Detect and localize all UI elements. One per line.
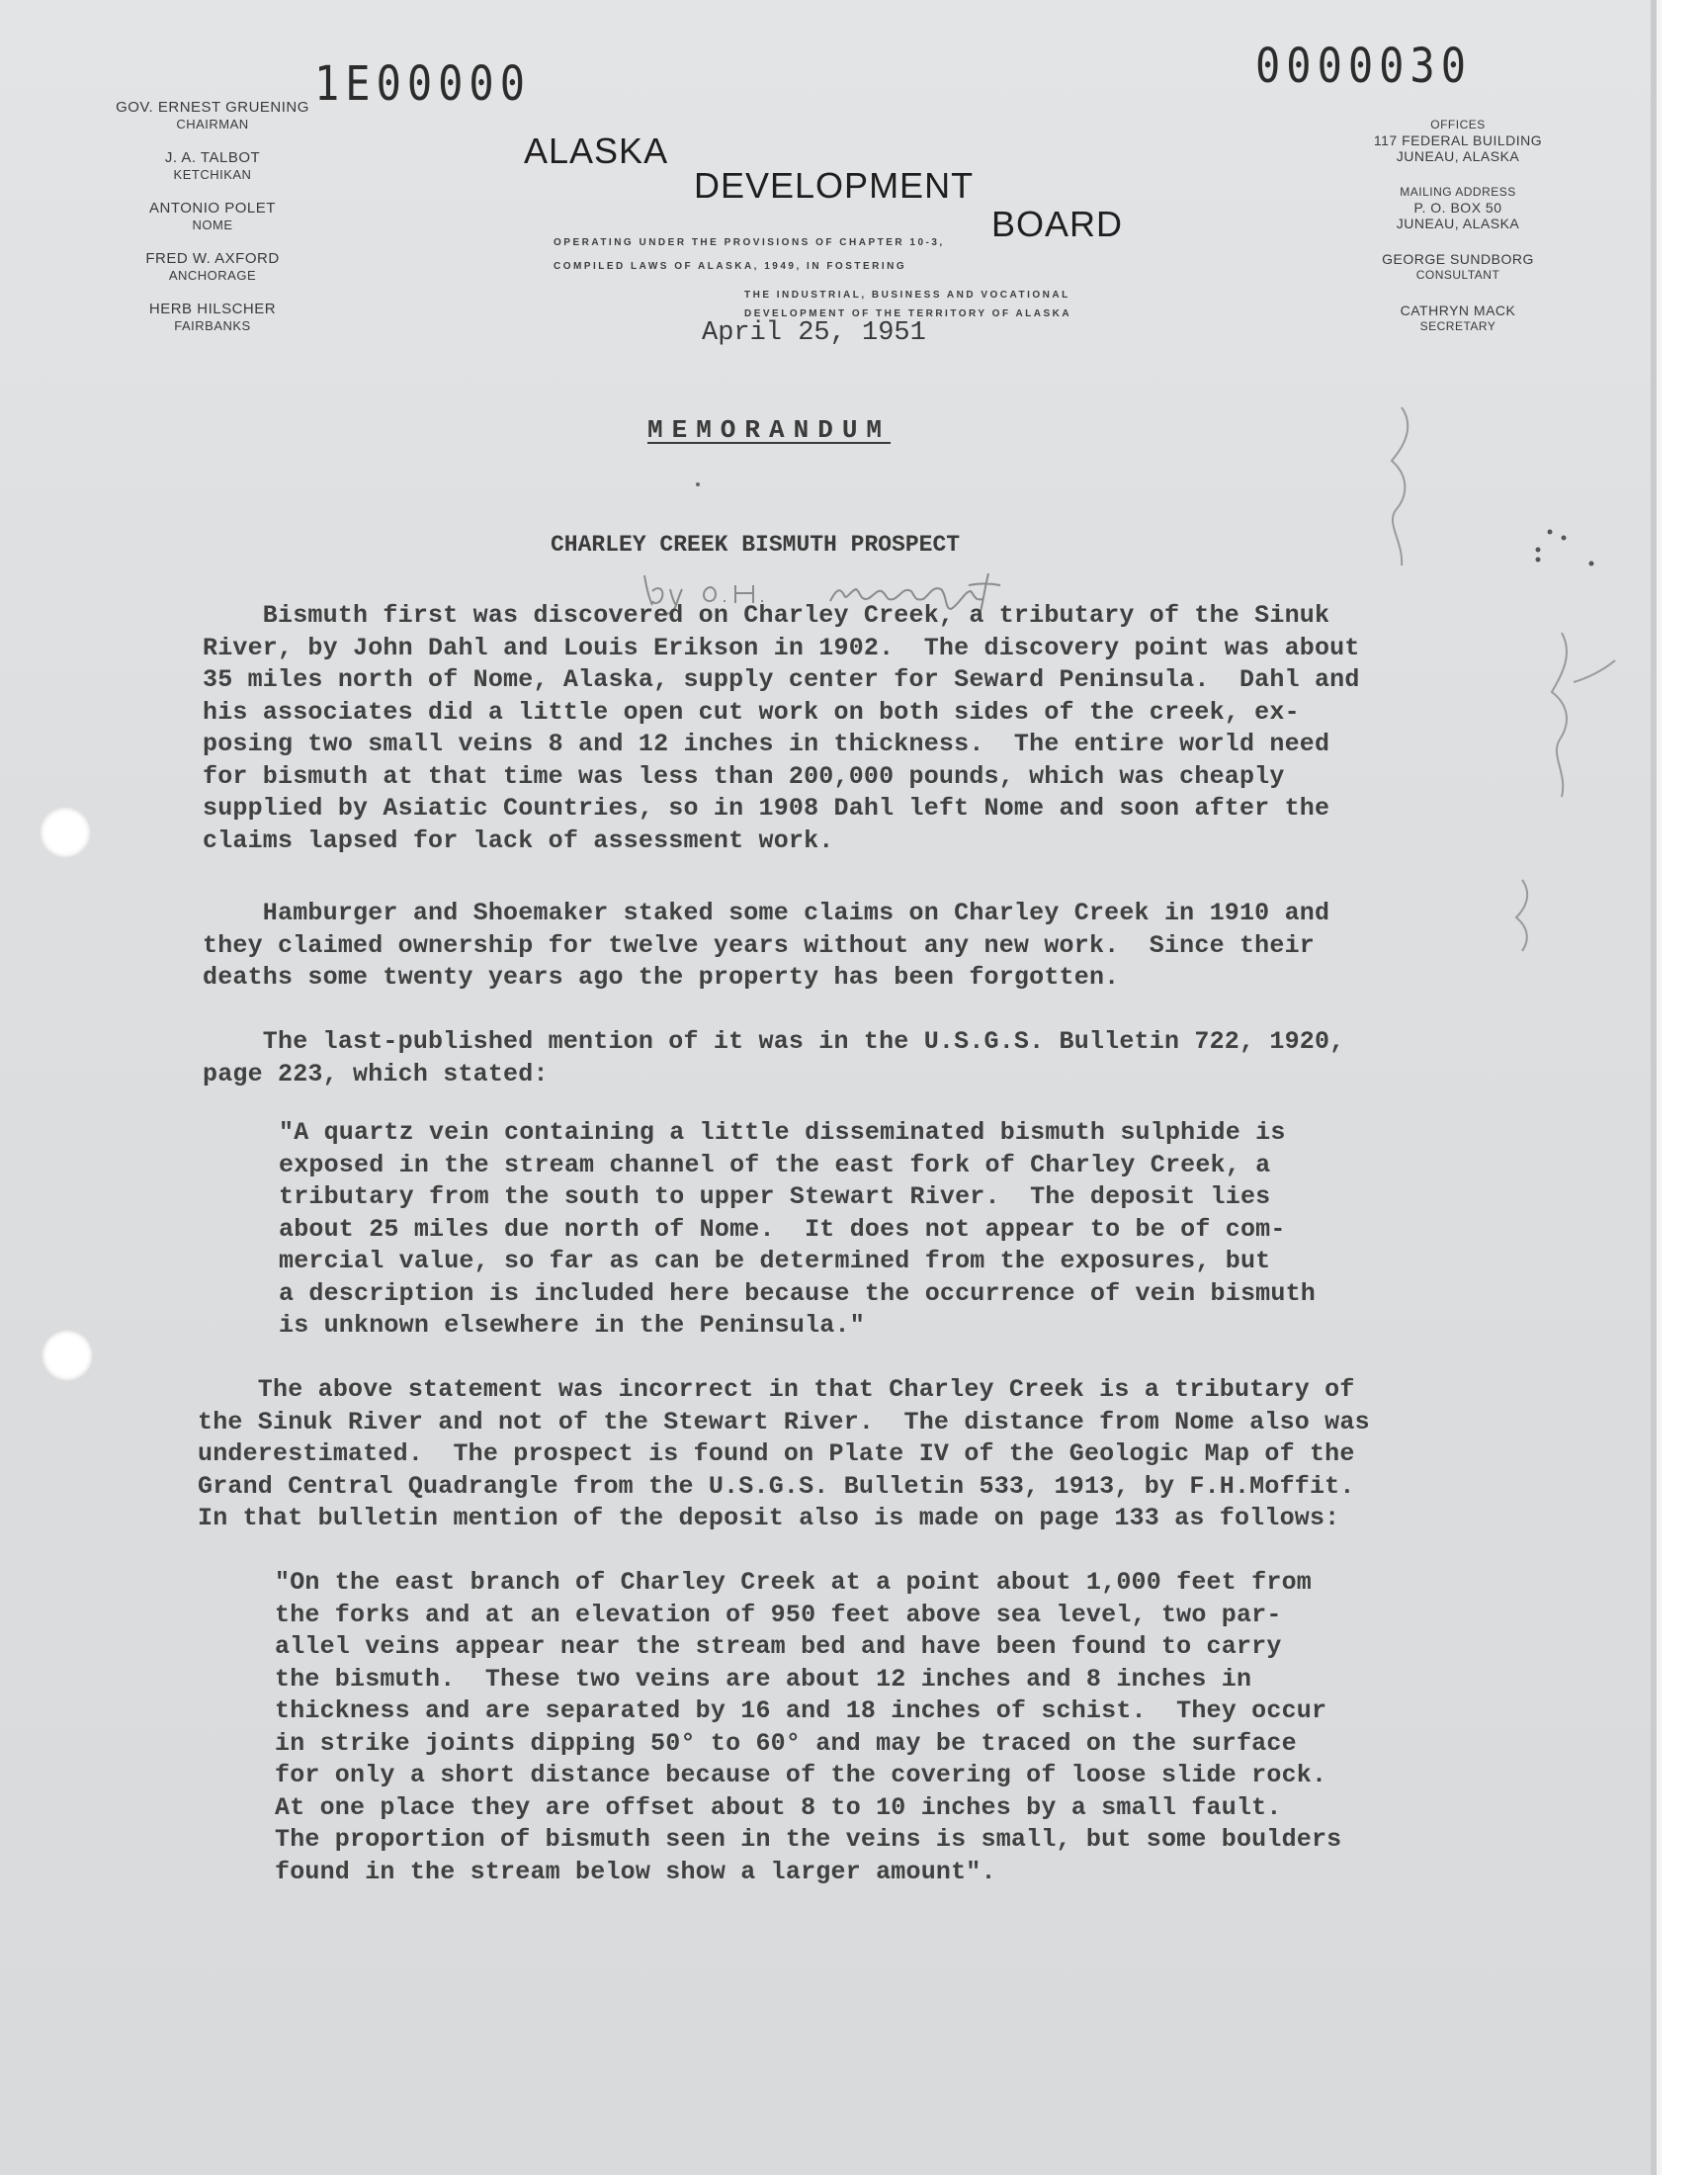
memo-paragraph-2: [203, 898, 1329, 995]
quote-line: allel veins appear near the stream bed and have been found to carry: [275, 1632, 1282, 1661]
quote-line: the bismuth. These two veins are about 12 inches and 8 inches in: [275, 1664, 1252, 1694]
charter-line: OPERATING UNDER THE PROVISIONS OF CHAPTER 10-3,: [554, 237, 945, 248]
paragraph-line: deaths some twenty years ago the property has been forgotten.: [203, 963, 1120, 992]
quote-line: tributary from the south to upper Stewart River. The deposit lies: [279, 1182, 1271, 1211]
mailing-line: P. O. BOX 50: [1413, 200, 1502, 216]
paragraph-line: The last-published mention of it was in the U.S.G.S. Bulletin 722, 1920,: [203, 1027, 1345, 1056]
paragraph-line: supplied by Asiatic Countries, so in 1908 Dahl left Nome and soon after the: [203, 794, 1330, 823]
quote-line: At one place they are offset about 8 to 10 inches by a small fault.: [275, 1792, 1282, 1822]
offices-line: 117 FEDERAL BUILDING: [1373, 132, 1543, 148]
board-member: [94, 250, 331, 283]
mailing-label: MAILING ADDRESS: [1400, 185, 1516, 199]
paragraph-line: for bismuth at that time was less than 200,000 pounds, which was cheaply: [203, 761, 1285, 791]
paragraph-line: his associates did a little open cut work on both sides of the creek, ex-: [203, 697, 1300, 727]
staff-role: CONSULTANT: [1415, 268, 1500, 282]
quote-line: about 25 miles due north of Nome. It does not appear to be of com-: [279, 1214, 1286, 1244]
charter-line: DEVELOPMENT OF THE TERRITORY OF ALASKA: [744, 308, 1072, 319]
staff-name: GEORGE SUNDBORG: [1382, 251, 1534, 267]
paragraph-line: 35 miles north of Nome, Alaska, supply center for Seward Peninsula. Dahl and: [203, 665, 1360, 694]
quote-line: exposed in the stream channel of the east fork of Charley Creek, a: [279, 1150, 1271, 1179]
memo-subject: CHARLEY CREEK BISMUTH PROSPECT: [551, 532, 961, 558]
staff-member: [1315, 251, 1601, 283]
quote-line: for only a short distance because of the covering of loose slide rock.: [275, 1761, 1327, 1789]
memo-paragraph-1: [203, 600, 1360, 857]
quote-line: The proportion of bismuth seen in the veins is small, but some boulders: [275, 1825, 1342, 1854]
quote-line: "A quartz vein containing a little disseminated bismuth sulphide is: [279, 1118, 1286, 1147]
staff-member: [1315, 303, 1601, 334]
member-role: CHAIRMAN: [176, 117, 249, 131]
board-member: [94, 301, 331, 333]
paragraph-line: In that bulletin mention of the deposit also is made on page 133 as follows:: [198, 1504, 1340, 1532]
member-name: HERB HILSCHER: [148, 301, 277, 317]
paragraph-line: claims lapsed for lack of assessment work.: [203, 826, 834, 855]
letterhead-title-development: DEVELOPMENT: [694, 165, 975, 206]
member-name: GOV. ERNEST GRUENING: [116, 99, 309, 116]
paragraph-line: page 223, which stated:: [203, 1059, 549, 1088]
member-role: KETCHIKAN: [173, 167, 252, 182]
letterhead-title-alaska: ALASKA: [524, 130, 669, 171]
memo-quote-1: [279, 1117, 1316, 1343]
office-info: [1315, 117, 1601, 354]
quote-line: found in the stream below show a larger amount".: [275, 1857, 996, 1886]
memo-quote-2: [275, 1567, 1341, 1888]
paragraph-line: they claimed ownership for twelve years without any new work. Since their: [203, 930, 1315, 960]
member-role: ANCHORAGE: [168, 268, 257, 283]
paragraph-line: underestimated. The prospect is found on Plate IV of the Geologic Map of the: [198, 1439, 1355, 1468]
member-name: ANTONIO POLET: [149, 200, 276, 217]
staff-name: CATHRYN MACK: [1400, 303, 1516, 318]
mailing-address: [1315, 184, 1601, 231]
offices-line: JUNEAU, ALASKA: [1396, 148, 1520, 164]
quote-line: mercial value, so far as can be determined from the exposures, but: [279, 1247, 1271, 1275]
board-member: [94, 149, 331, 182]
paragraph-line: Bismuth first was discovered on Charley Creek, a tributary of the Sinuk: [203, 601, 1330, 630]
member-name: FRED W. AXFORD: [145, 250, 280, 267]
paragraph-line: River, by John Dahl and Louis Erikson in 1902. The discovery point was about: [203, 633, 1360, 662]
charter-line: COMPILED LAWS OF ALASKA, 1949, IN FOSTERING: [554, 261, 907, 272]
staff-role: SECRETARY: [1419, 319, 1496, 333]
board-member: [94, 99, 331, 131]
charter-line: THE INDUSTRIAL, BUSINESS AND VOCATIONAL: [744, 290, 1070, 301]
memo-heading: MEMORANDUM: [647, 415, 892, 445]
doc-number-left: 1E00000: [314, 55, 532, 112]
memo-paragraph-3: [203, 1026, 1344, 1090]
board-members-list: [94, 99, 331, 351]
paragraph-line: Hamburger and Shoemaker staked some claims on Charley Creek in 1910 and: [203, 899, 1330, 927]
offices-label: OFFICES: [1430, 118, 1486, 131]
memo-paragraph-4: [198, 1374, 1370, 1535]
offices-address: [1315, 117, 1601, 164]
paragraph-line: Grand Central Quadrangle from the U.S.G.S. Bulletin 533, 1913, by F.H.Moffit.: [198, 1471, 1355, 1501]
quote-line: "On the east branch of Charley Creek at a point about 1,000 feet from: [275, 1568, 1312, 1597]
memo-date: April 25, 1951: [702, 318, 926, 348]
doc-number-right: 0000030: [1255, 38, 1473, 94]
member-role: NOME: [192, 218, 233, 232]
paragraph-line: posing two small veins 8 and 12 inches in thickness. The entire world need: [203, 730, 1330, 758]
paragraph-line: the Sinuk River and not of the Stewart River. The distance from Nome also was: [198, 1407, 1370, 1436]
paragraph-line: The above statement was incorrect in that Charley Creek is a tributary of: [198, 1375, 1355, 1404]
quote-line: a description is included here because the occurrence of vein bismuth: [279, 1278, 1316, 1308]
quote-line: the forks and at an elevation of 950 feet above sea level, two par-: [275, 1600, 1282, 1629]
member-name: J. A. TALBOT: [164, 149, 261, 166]
quote-line: thickness and are separated by 16 and 18 inches of schist. They occur: [275, 1696, 1327, 1725]
quote-line: is unknown elsewhere in the Peninsula.": [279, 1311, 865, 1340]
letterhead-title-board: BOARD: [991, 204, 1124, 244]
mailing-line: JUNEAU, ALASKA: [1396, 216, 1520, 231]
punch-hole-top: [40, 807, 91, 858]
punch-hole-bottom: [42, 1330, 93, 1381]
member-role: FAIRBANKS: [174, 318, 251, 333]
page-edge: [1651, 0, 1657, 2175]
quote-line: in strike joints dipping 50° to 60° and may be traced on the surface: [275, 1728, 1297, 1758]
board-member: [94, 200, 331, 232]
